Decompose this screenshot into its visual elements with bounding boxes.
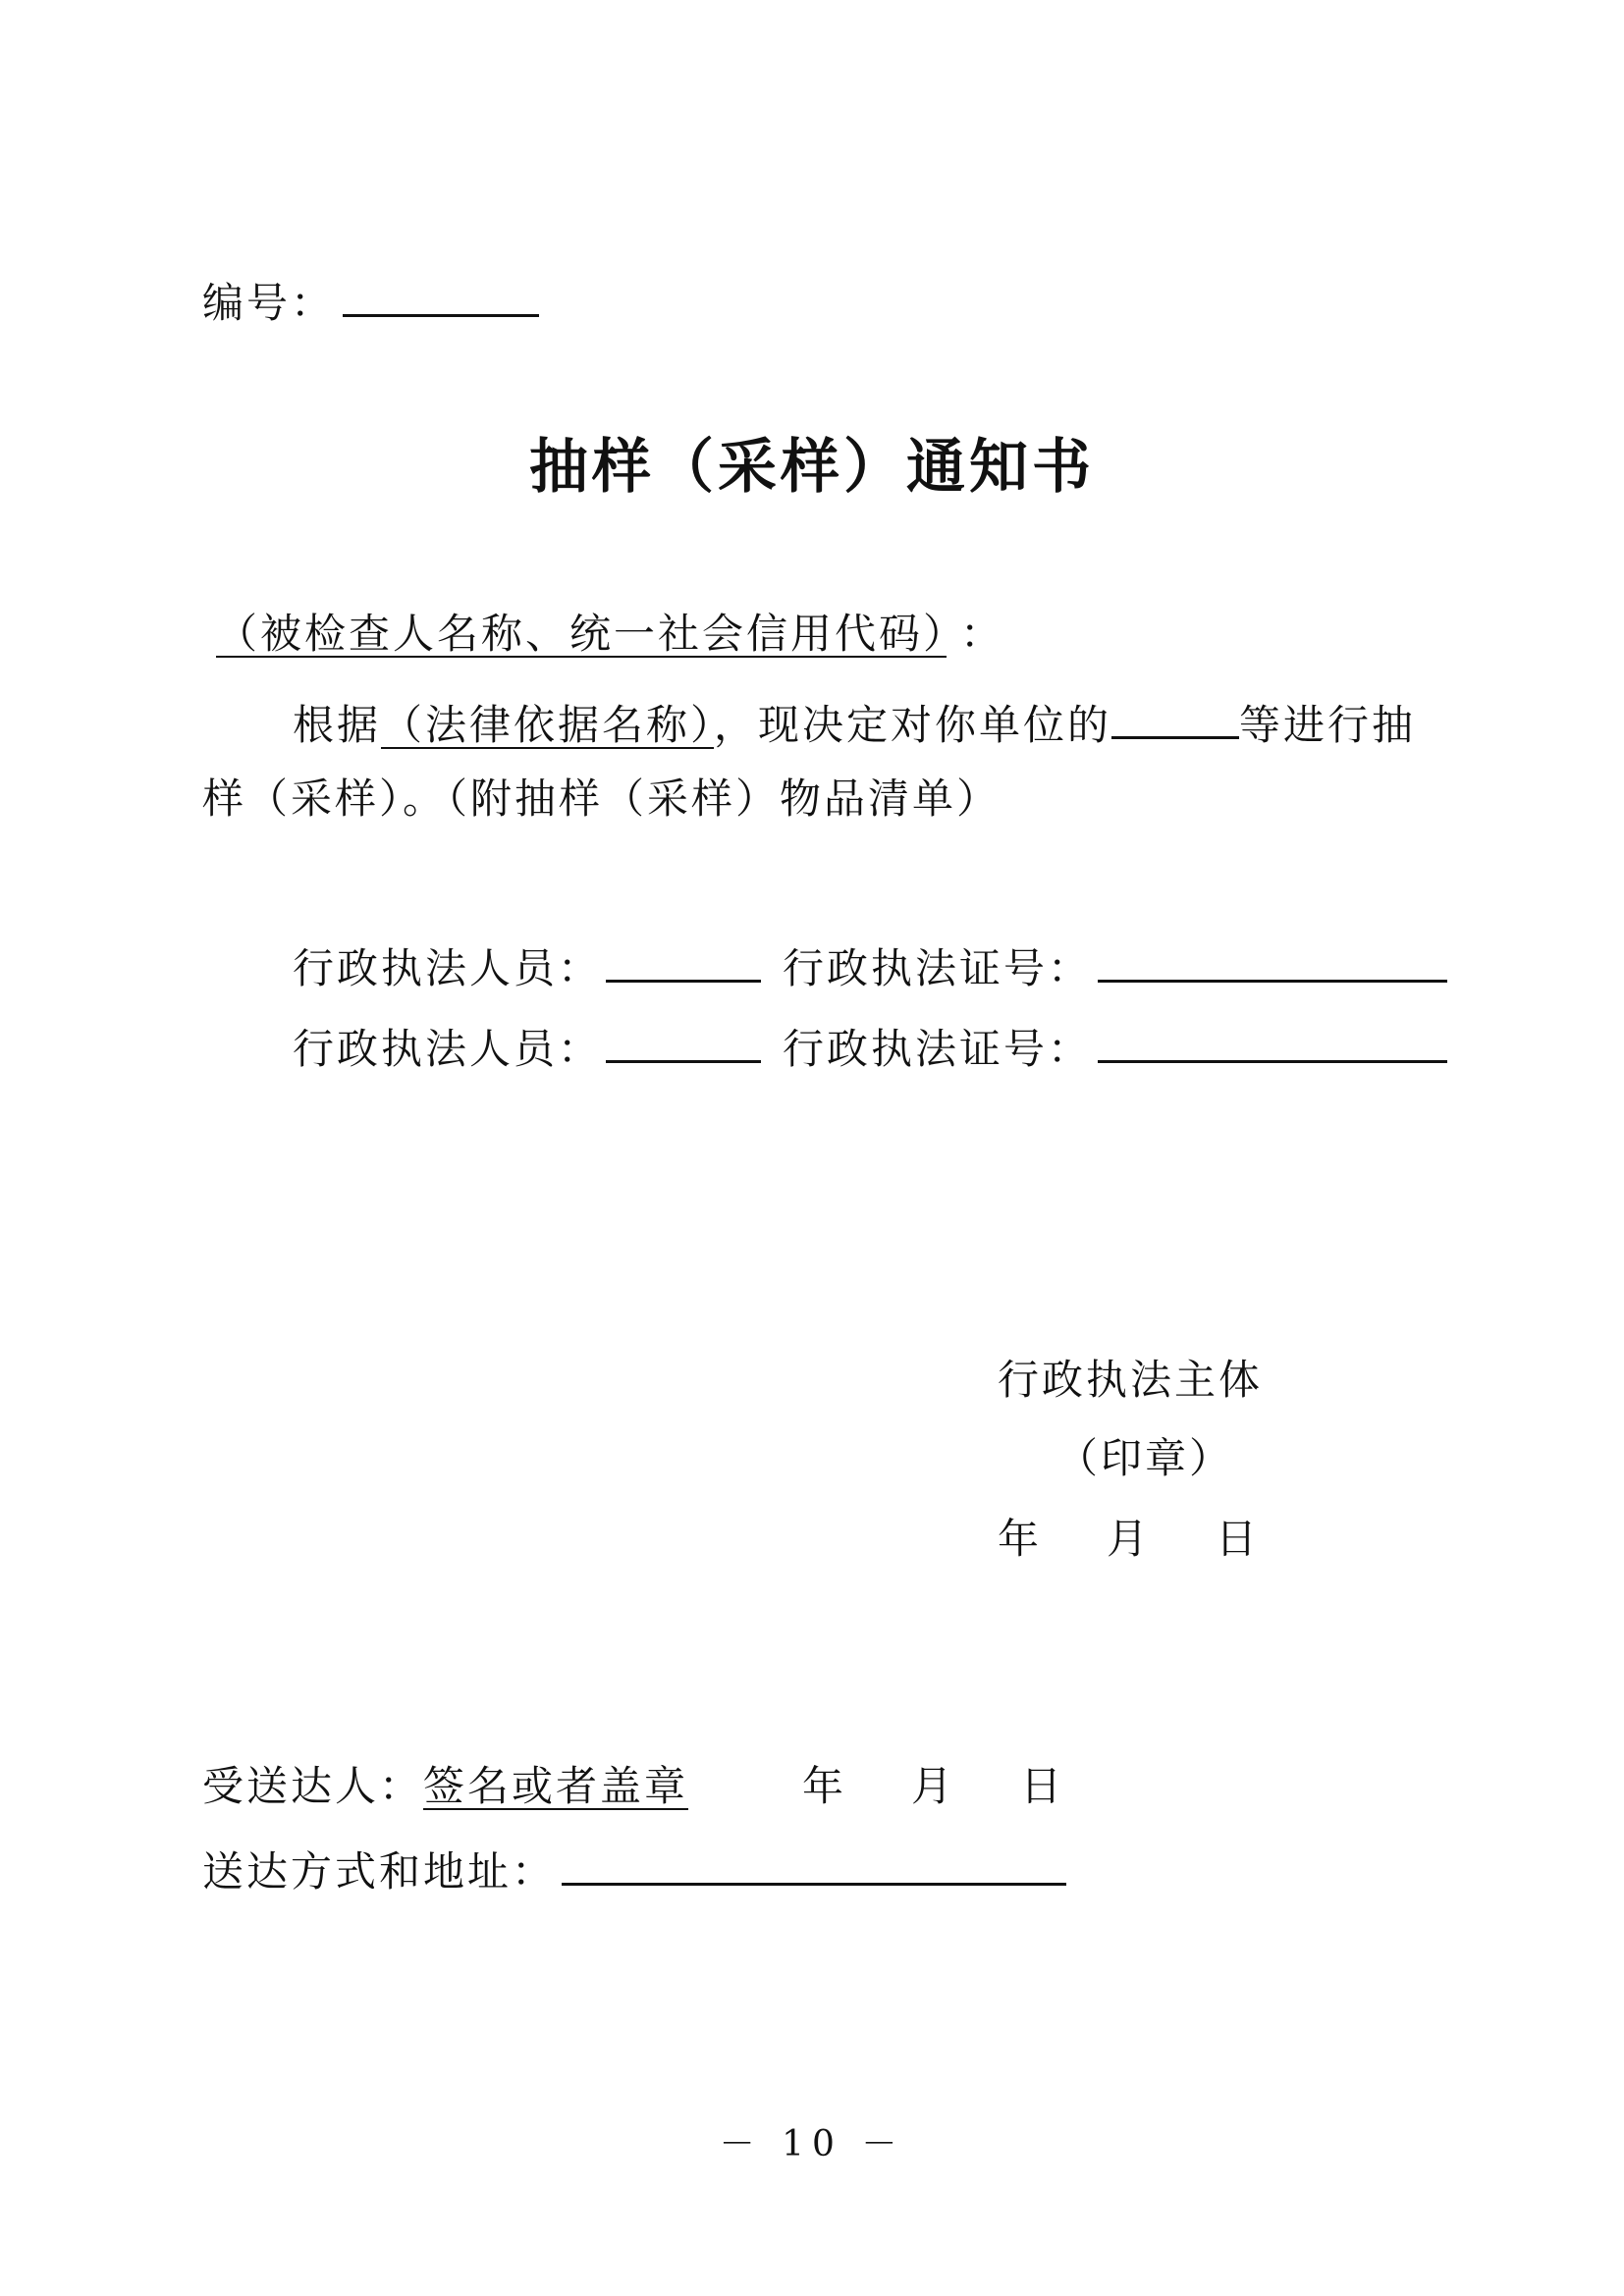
recipient-sign-placeholder[interactable]: 签名或者盖章 [423, 1762, 689, 1810]
officer-name-field[interactable] [606, 936, 761, 983]
doc-number-label: 编号： [202, 279, 336, 327]
issuer-date [998, 1510, 1260, 1569]
delivery-label: 送达方式和地址： [202, 1847, 557, 1896]
delivery-address-field[interactable] [562, 1840, 1066, 1886]
issuer-year: 年 [998, 1515, 1043, 1563]
addressee-placeholder[interactable]: （被检查人名称、统一社会信用代码） [216, 610, 947, 658]
officer-cert-label: 行政执法证号： [783, 944, 1093, 992]
addressee-row [202, 605, 1004, 664]
officer-row-2 [293, 1017, 1447, 1079]
issuer-day: 日 [1216, 1515, 1261, 1563]
addressee-suffix: ： [960, 610, 1005, 658]
officer-name-field[interactable] [606, 1017, 761, 1063]
officer-cert-field[interactable] [1098, 1017, 1447, 1063]
recipient-year: 年 [802, 1762, 847, 1810]
body-mid: ，现决定对你单位的 [714, 701, 1112, 749]
officer-cert-field[interactable] [1098, 936, 1447, 983]
officer-name-label: 行政执法人员： [293, 944, 603, 992]
items-field[interactable] [1111, 693, 1239, 739]
body-lead: 根据 [293, 701, 382, 749]
body-line-2: 样（采样）。（附抽样（采样）物品清单） [202, 774, 1001, 823]
officer-name-label: 行政执法人员： [293, 1025, 603, 1073]
delivery-row [202, 1840, 1066, 1901]
issuer-month: 月 [1107, 1515, 1152, 1563]
body-line-1 [293, 693, 1416, 755]
doc-number-row [202, 271, 539, 333]
issuer-entity: 行政执法主体 [998, 1356, 1264, 1404]
law-name-placeholder[interactable]: （法律依据名称） [381, 701, 715, 749]
officer-row-1 [293, 936, 1447, 998]
recipient-row [202, 1757, 1064, 1816]
issuer-seal: （印章） [1056, 1434, 1234, 1482]
recipient-label: 受送达人： [202, 1762, 424, 1810]
officer-cert-label: 行政执法证号： [783, 1025, 1093, 1073]
doc-number-field[interactable] [343, 271, 539, 317]
body-tail: 等进行抽 [1239, 701, 1417, 749]
document-title: 抽样（采样）通知书 [529, 433, 1095, 502]
recipient-day: 日 [1020, 1762, 1065, 1810]
page-number: － 10 － [719, 2124, 905, 2164]
recipient-month: 月 [911, 1762, 956, 1810]
